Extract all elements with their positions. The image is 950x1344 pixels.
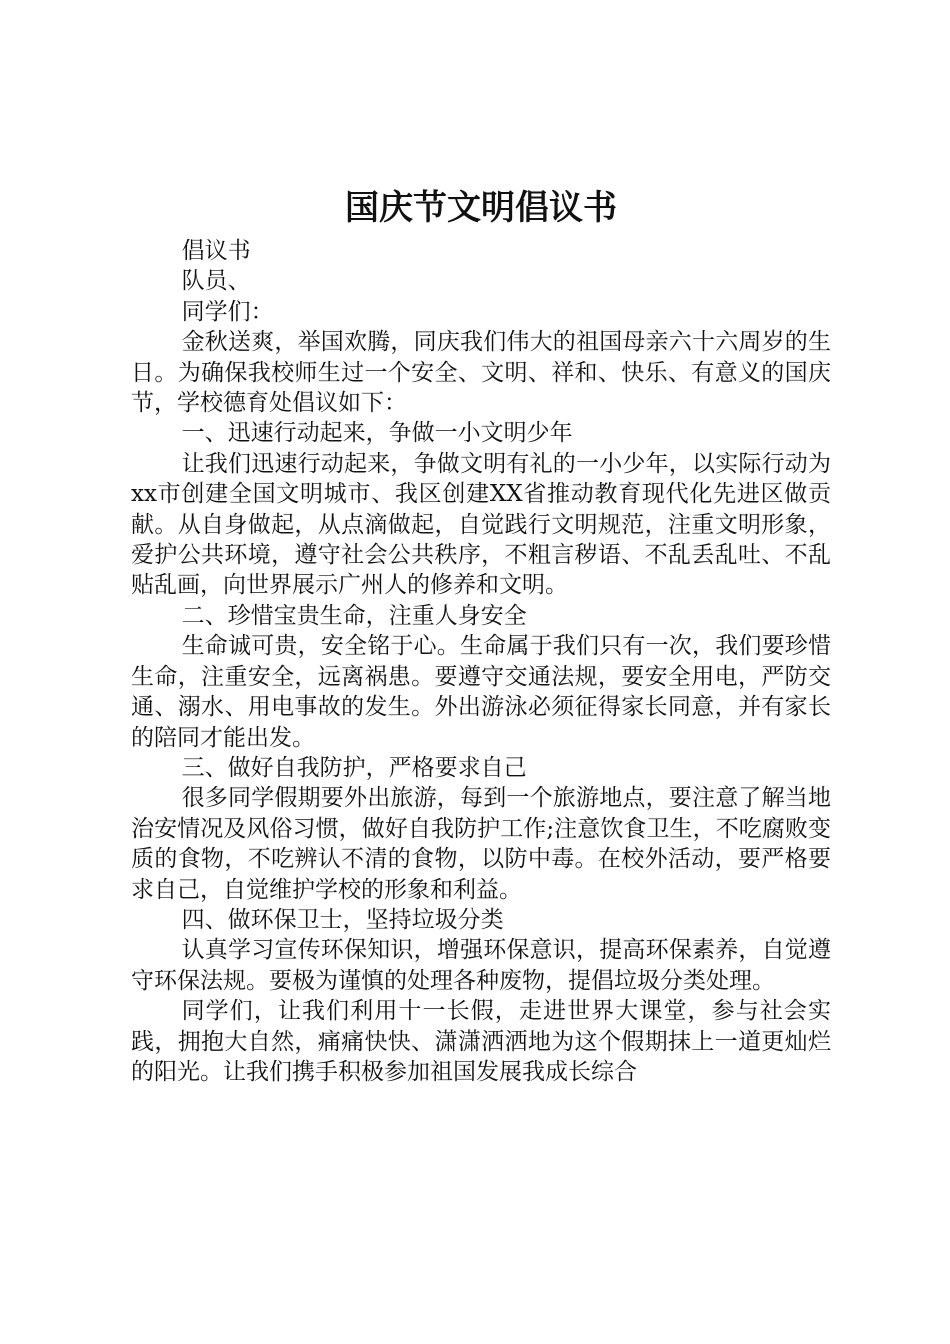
paragraph-salutation-students: 同学们： (181, 298, 274, 325)
section-heading-1: 一、迅速行动起来，争做一小文明少年 (181, 420, 573, 447)
document-title: 国庆节文明倡议书 (345, 188, 617, 228)
paragraph-section-2: 生命诚可贵，安全铭于心。生命属于我们只有一次，我们要珍惜生命，注重安全，远离祸患。要遵守交通法规，要安全用电，严防交通、溺水、用电事故的发生。外出游泳必须征得家长同意，并有家长的陪同才能出发。 (131, 633, 831, 751)
section-heading-2: 二、珍惜宝贵生命，注重人身安全 (181, 602, 527, 629)
paragraph-section-1: 让我们迅速行动起来，争做文明有礼的一小少年，以实际行动为xx市创建全国文明城市、我区创建XX省推动教育现代化先进区做贡献。从自身做起，从点滴做起，自觉践行文明规范，注重文明形象，爱护公共环境，遵守社会公共秩序，不粗言秽语、不乱丢乱吐、不乱贴乱画，向世界展示广州人的修养和文明。 (131, 450, 831, 599)
section-heading-4: 四、做环保卫士，坚持垃圾分类 (181, 906, 504, 933)
document-body (131, 236, 831, 1087)
paragraph-salutation-members: 队员、 (181, 268, 251, 295)
paragraph-section-3: 很多同学假期要外出旅游，每到一个旅游地点，要注意了解当地治安情况及风俗习惯，做好自我防护工作;注意饮食卫生，不吃腐败变质的食物，不吃辨认不清的食物，以防中毒。在校外活动，要严格要求自己，自觉维护学校的形象和利益。 (131, 785, 831, 903)
section-heading-3: 三、做好自我防护，严格要求自己 (181, 754, 527, 781)
paragraph-intro: 金秋送爽，举国欢腾，同庆我们伟大的祖国母亲六十六周岁的生日。为确保我校师生过一个安全、文明、祥和、快乐、有意义的国庆节，学校德育处倡议如下： (131, 329, 831, 417)
paragraph-salutation-title: 倡议书 (181, 238, 251, 264)
paragraph-section-4: 认真学习宣传环保知识，增强环保意识，提高环保素养，自觉遵守环保法规。要极为谨慎的处理各种废物，提倡垃圾分类处理。 (131, 937, 831, 994)
paragraph-closing: 同学们，让我们利用十一长假，走进世界大课堂，参与社会实践，拥抱大自然，痛痛快快、潇潇洒洒地为这个假期抹上一道更灿烂的阳光。让我们携手积极参加祖国发展我成长综合 (131, 998, 831, 1085)
